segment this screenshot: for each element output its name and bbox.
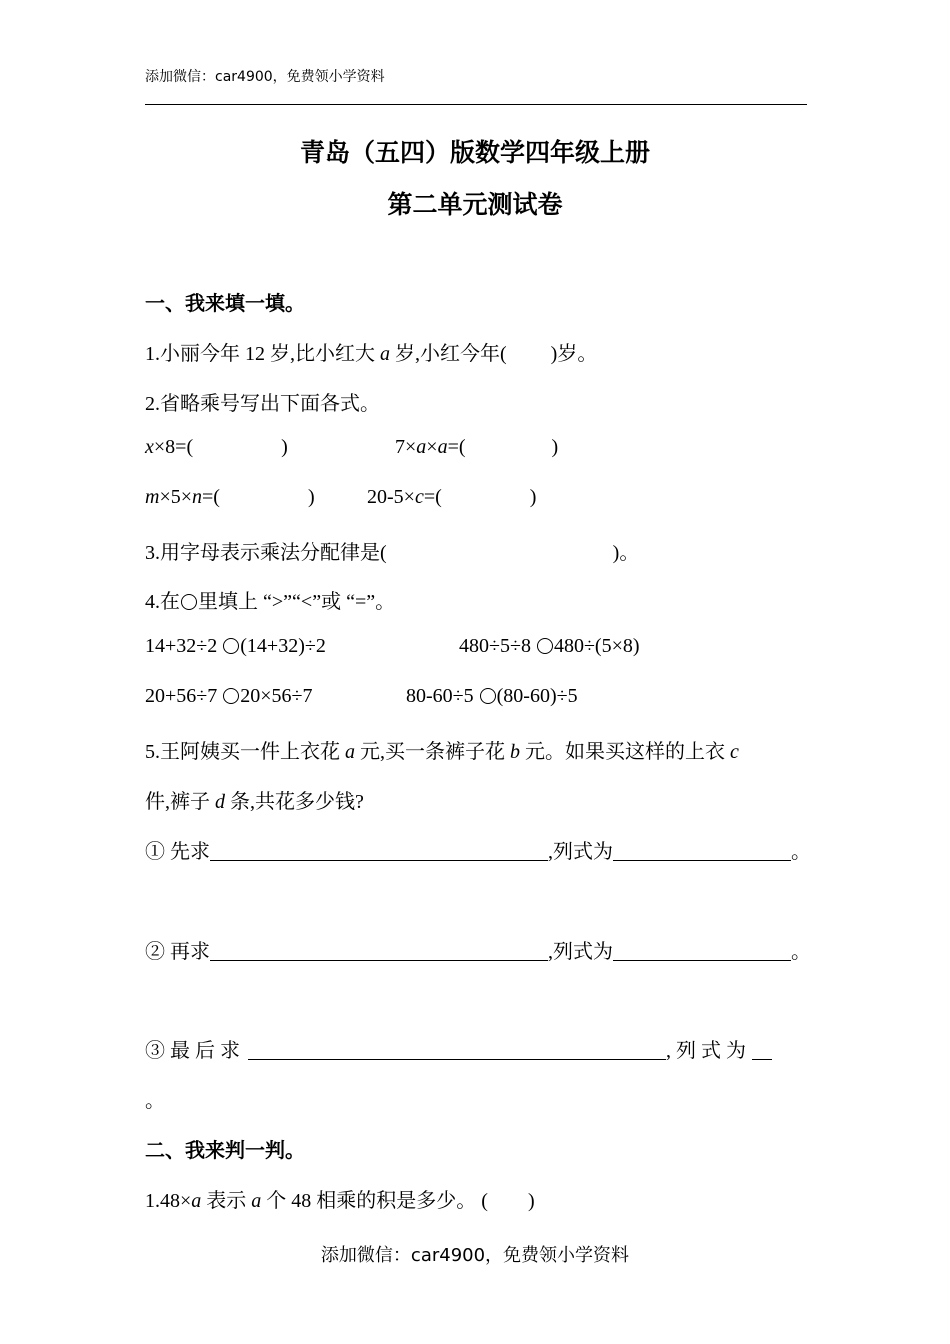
section-2-heading: 二、我来判一判。 [145,1138,305,1162]
answer-blank[interactable] [613,940,791,961]
header-watermark: 添加微信：car4900，免费领小学资料 [145,69,385,85]
answer-blank[interactable] [752,1039,772,1060]
question-2-1: 1.48×a 表示 a 个 48 相乘的积是多少。 ( ) [145,1190,535,1212]
answer-blank[interactable] [210,940,548,961]
question-1-5-cont: 件,裤子 d 条,共花多少钱? [145,791,364,813]
step-2: ② 再求 ,列式为 。 [145,941,811,963]
section-1-heading: 一、我来填一填。 [145,291,305,315]
step-1: ① 先求 ,列式为 。 [145,841,811,863]
answer-circle-icon[interactable] [537,638,553,654]
question-1-4: 4.在 里填上 “>”“<”或 “=”。 [145,591,396,613]
step-3-end: 。 [145,1090,165,1112]
compare-2: 480÷5÷8 480÷(5×8) [459,635,640,657]
page-title: 青岛（五四）版数学四年级上册 [299,138,650,167]
compare-4: 80-60÷5 (80-60)÷5 [406,685,578,707]
answer-blank[interactable] [210,840,548,861]
answer-blank[interactable] [248,1039,666,1060]
compare-1: 14+32÷2 (14+32)÷2 [145,635,326,657]
answer-circle-icon[interactable] [223,688,239,704]
step-3: ③ 最 后 求 , 列 式 为 [145,1034,772,1063]
answer-blank[interactable] [613,840,791,861]
question-1-5: 5.王阿姨买一件上衣花 a 元,买一条裤子花 b 元。如果买这样的上衣 c [145,741,739,763]
question-1-2: 2.省略乘号写出下面各式。 [145,393,380,415]
compare-circle-icon [181,594,197,610]
header-rule [145,104,807,105]
answer-circle-icon[interactable] [480,688,496,704]
expr-3: m×5×n=( ) [145,486,315,508]
compare-3: 20+56÷7 20×56÷7 [145,685,313,707]
expr-1: x×8=( ) [145,436,288,458]
footer-watermark: 添加微信：car4900，免费领小学资料 [320,1245,630,1266]
question-1-1: 1.小丽今年 12 岁,比小红大 a 岁,小红今年( )岁。 [145,343,598,365]
expr-2: 7×a×a=( ) [395,436,559,458]
question-1-3: 3.用字母表示乘法分配律是( )。 [145,542,640,564]
page-subtitle: 第二单元测试卷 [387,190,563,219]
expr-4: 20-5×c=( ) [367,486,537,508]
answer-circle-icon[interactable] [223,638,239,654]
